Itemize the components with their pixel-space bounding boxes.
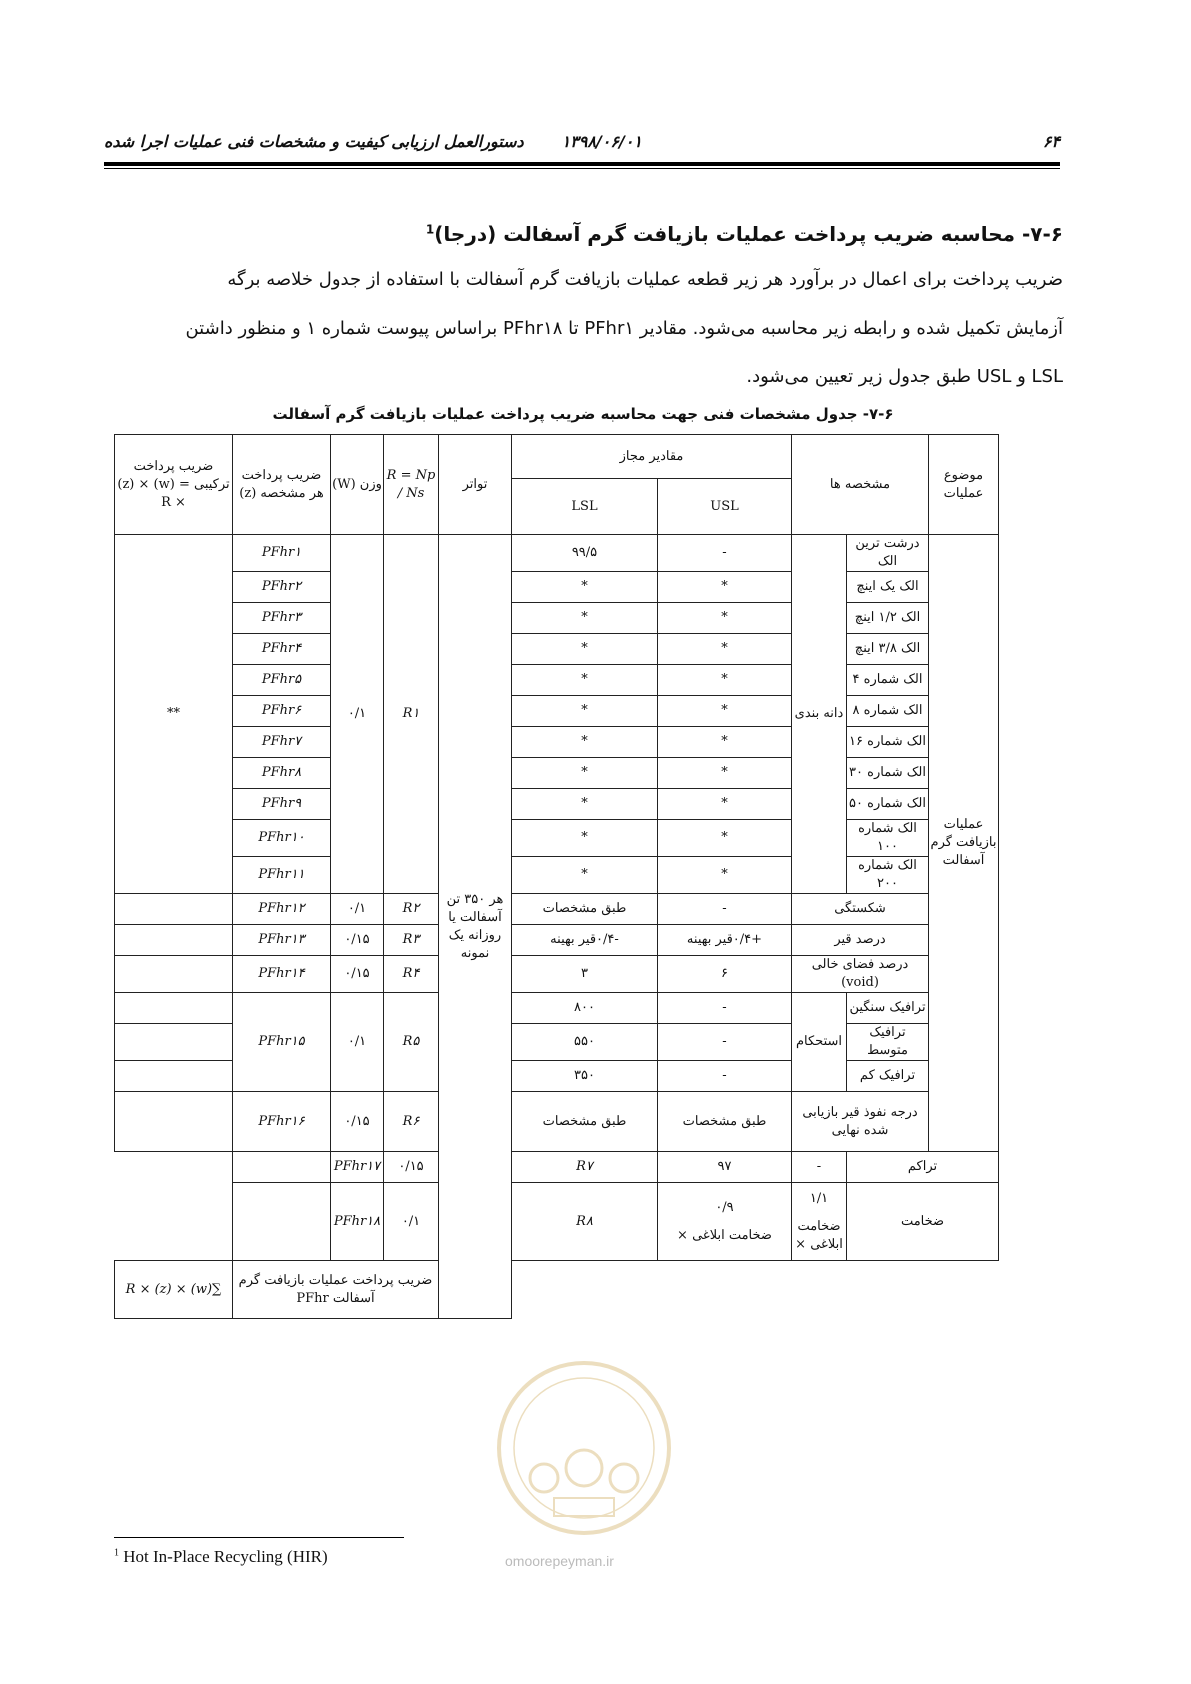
usl-cell: * bbox=[658, 820, 792, 857]
usl-cell: * bbox=[658, 572, 792, 603]
spec-cell: درصد قیر bbox=[792, 925, 929, 956]
lsl-cell: * bbox=[512, 696, 658, 727]
footnote-rule bbox=[114, 1537, 404, 1538]
pf-cell: PFhr۶ bbox=[233, 696, 331, 727]
pf-cell: PFhr۴ bbox=[233, 634, 331, 665]
spec-cell: تراکم bbox=[847, 1152, 999, 1183]
grading-r: R۱ bbox=[384, 535, 439, 894]
spec-cell: الک شماره ۸ bbox=[847, 696, 929, 727]
weight-cell: ۰/۱۵ bbox=[331, 1092, 384, 1152]
lsl-cell: ۵۵۰ bbox=[512, 1024, 658, 1061]
total-label: ضریب پرداخت عملیات بازیافت گرم آسفالت PFhr bbox=[233, 1261, 439, 1319]
blank bbox=[439, 1261, 999, 1319]
paragraph-line-1: ضریب پرداخت برای اعمال در برآورد هر زیر قطعه عملیات بازیافت گرم آسفالت با استفاده از جدول خلاصه برگه bbox=[227, 269, 1063, 290]
table-caption: ۷-۶- جدول مشخصات فنی جهت محاسبه ضریب پرداخت عملیات بازیافت گرم آسفالت bbox=[272, 405, 894, 423]
combined-cell bbox=[233, 1183, 331, 1261]
pf-cell: PFhr۱۵ bbox=[233, 993, 331, 1092]
header-rule-thin bbox=[104, 168, 1060, 169]
lsl-cell: -۰/۴قیر بهینه bbox=[512, 925, 658, 956]
combined-cell bbox=[115, 1024, 233, 1061]
watermark-logo bbox=[484, 1348, 684, 1548]
combined-star: ** bbox=[115, 535, 233, 894]
lsl-cell: * bbox=[512, 789, 658, 820]
lsl-cell: * bbox=[512, 727, 658, 758]
lsl-cell: ۹۹/۵ bbox=[512, 535, 658, 572]
pf-cell: PFhr۱۰ bbox=[233, 820, 331, 857]
r-cell: R۳ bbox=[384, 925, 439, 956]
spec-cell: ترافیک سنگین bbox=[847, 993, 929, 1024]
spec-cell: الک شماره ۲۰۰ bbox=[847, 857, 929, 894]
r-cell: R۷ bbox=[512, 1152, 658, 1183]
pf-cell: PFhr۲ bbox=[233, 572, 331, 603]
spec-cell: درصد فضای خالی (void) bbox=[792, 956, 929, 993]
spec-cell: الک شماره ۱۰۰ bbox=[847, 820, 929, 857]
spec-cell: الک شماره ۱۶ bbox=[847, 727, 929, 758]
r-cell: R۲ bbox=[384, 894, 439, 925]
weight-cell: ۰/۱ bbox=[384, 1183, 439, 1261]
hdr-operation: موضوع عملیات bbox=[929, 435, 999, 535]
usl-cell: * bbox=[658, 727, 792, 758]
lsl-cell: ۳۵۰ bbox=[512, 1061, 658, 1092]
spec-cell: الک شماره ۵۰ bbox=[847, 789, 929, 820]
combined-cell bbox=[115, 1092, 233, 1152]
hdr-pf-each: ضریب پرداخت هر مشخصه (z) bbox=[233, 435, 331, 535]
usl-cell: * bbox=[658, 634, 792, 665]
lsl-cell: ۹۷ bbox=[658, 1152, 792, 1183]
weight-cell: ۰/۱۵ bbox=[331, 956, 384, 993]
paragraph-line-2: آزمایش تکمیل شده و رابطه زیر محاسبه می‌شود. مقادیر PFhr۱ تا PFhr۱۸ براساس پیوست شماره ۱ و منظور داشتن bbox=[185, 318, 1063, 339]
usl-cell: - bbox=[658, 1024, 792, 1061]
weight-cell: ۰/۱۵ bbox=[331, 925, 384, 956]
lsl-cell: * bbox=[512, 857, 658, 894]
usl-cell: - bbox=[658, 894, 792, 925]
usl-cell: * bbox=[658, 789, 792, 820]
hdr-spec: مشخصه ها bbox=[792, 435, 929, 535]
spec-cell: شکستگی bbox=[792, 894, 929, 925]
pf-cell: PFhr۱۸ bbox=[331, 1183, 384, 1261]
spec-cell: الک شماره ۳۰ bbox=[847, 758, 929, 789]
hdr-pf-combined: ضریب پرداخت ترکیبی = (w) × (z) × R bbox=[115, 435, 233, 535]
header-date: ۱۳۹۸/۰۶/۰۱ bbox=[561, 132, 642, 151]
pf-cell: PFhr۱۴ bbox=[233, 956, 331, 993]
usl-cell: * bbox=[658, 603, 792, 634]
lsl-cell: طبق مشخصات bbox=[512, 1092, 658, 1152]
usl-cell: - bbox=[792, 1152, 847, 1183]
spec-cell: الک ۳/۸ اینچ bbox=[847, 634, 929, 665]
pf-cell: PFhr۱۲ bbox=[233, 894, 331, 925]
usl-cell: * bbox=[658, 857, 792, 894]
lsl-factor: ۰/۹ bbox=[715, 1199, 734, 1215]
combined-cell bbox=[115, 956, 233, 993]
footnote bbox=[114, 1547, 328, 1567]
combined-cell bbox=[115, 925, 233, 956]
frequency-cell: هر ۳۵۰ تن آسفالت یا روزانه یک نمونه bbox=[439, 535, 512, 1319]
paragraph-line-3: LSL و USL طبق جدول زیر تعیین می‌شود. bbox=[746, 366, 1063, 387]
combined-cell bbox=[233, 1152, 331, 1183]
pf-cell: PFhr۳ bbox=[233, 603, 331, 634]
hdr-frequency: تواتر bbox=[439, 435, 512, 535]
hdr-usl: USL bbox=[658, 479, 792, 535]
lsl-cell: ۸۰۰ bbox=[512, 993, 658, 1024]
spec-cell: الک یک اینچ bbox=[847, 572, 929, 603]
combined-cell bbox=[115, 894, 233, 925]
hdr-r-formula: R = Np / Ns bbox=[384, 435, 439, 535]
header-doc-title: دستورالعمل ارزیابی کیفیت و مشخصات فنی عملیات اجرا شده bbox=[104, 132, 524, 151]
lsl-cell: طبق مشخصات bbox=[512, 894, 658, 925]
operation-name: عملیات بازیافت گرم آسفالت bbox=[929, 535, 999, 1152]
usl-cell: * bbox=[658, 665, 792, 696]
header-rule-thick bbox=[104, 162, 1060, 166]
spec-cell: درجه نفوذ قیر بازیابی شده نهایی bbox=[792, 1092, 929, 1152]
usl-note: ضخامت ابلاغی × bbox=[795, 1218, 843, 1252]
spec-cell: ترافیک کم bbox=[847, 1061, 929, 1092]
section-title: ۷-۶- محاسبه ضریب پرداخت عملیات بازیافت گرم آسفالت (درجا)$^1$ bbox=[425, 222, 1063, 246]
lsl-cell: * bbox=[512, 603, 658, 634]
combined-cell bbox=[115, 1061, 233, 1092]
page-number: ۶۴ bbox=[1042, 132, 1060, 151]
weight-cell: ۰/۱ bbox=[331, 993, 384, 1092]
usl-cell: * bbox=[658, 696, 792, 727]
r-cell: R۴ bbox=[384, 956, 439, 993]
lsl-cell: * bbox=[512, 665, 658, 696]
spec-cell: ضخامت bbox=[847, 1183, 999, 1261]
grading-weight: ۰/۱ bbox=[331, 535, 384, 894]
pf-cell: PFhr۸ bbox=[233, 758, 331, 789]
total-formula: ∑(w) × (z) × R bbox=[115, 1261, 233, 1319]
pf-cell: PFhr۷ bbox=[233, 727, 331, 758]
weight-cell: ۰/۱۵ bbox=[384, 1152, 439, 1183]
spec-cell: درشت ترین الک bbox=[847, 535, 929, 572]
spec-cell: الک شماره ۴ bbox=[847, 665, 929, 696]
combined-cell bbox=[115, 993, 233, 1024]
pf-cell: PFhr۱ bbox=[233, 535, 331, 572]
hdr-weight: وزن (W) bbox=[331, 435, 384, 535]
usl-cell: - bbox=[658, 535, 792, 572]
lsl-cell: * bbox=[512, 820, 658, 857]
r-cell: R۶ bbox=[384, 1092, 439, 1152]
lsl-cell: * bbox=[512, 634, 658, 665]
usl-cell: طبق مشخصات bbox=[658, 1092, 792, 1152]
lsl-cell: ۳ bbox=[512, 956, 658, 993]
lsl-note: ضخامت ابلاغی × bbox=[677, 1227, 772, 1243]
watermark-url: omoorepeyman.ir bbox=[505, 1553, 614, 1569]
strength-group: استحکام bbox=[792, 993, 847, 1092]
hdr-lsl: LSL bbox=[512, 479, 658, 535]
hdr-limits: مقادیر مجاز bbox=[512, 435, 792, 479]
footnote-ref: 1 bbox=[425, 222, 435, 237]
pf-cell: PFhr۱۱ bbox=[233, 857, 331, 894]
pf-cell: PFhr۱۷ bbox=[331, 1152, 384, 1183]
page-header bbox=[104, 128, 1060, 160]
footnote-text: Hot In-Place Recycling (HIR) bbox=[123, 1547, 328, 1566]
lsl-cell: * bbox=[512, 572, 658, 603]
footnote-mark: 1 bbox=[114, 1547, 119, 1559]
usl-cell: ۶ bbox=[658, 956, 792, 993]
r-cell: R۸ bbox=[512, 1183, 658, 1261]
pf-cell: PFhr۹ bbox=[233, 789, 331, 820]
pf-cell: PFhr۵ bbox=[233, 665, 331, 696]
lsl-cell bbox=[658, 1183, 792, 1261]
spec-cell: الک ۱/۲ اینچ bbox=[847, 603, 929, 634]
pf-cell: PFhr۱۶ bbox=[233, 1092, 331, 1152]
r-cell: R۵ bbox=[384, 993, 439, 1092]
usl-cell bbox=[792, 1183, 847, 1261]
usl-cell: +۰/۴قیر بهینه bbox=[658, 925, 792, 956]
spec-cell: ترافیک متوسط bbox=[847, 1024, 929, 1061]
weight-cell: ۰/۱ bbox=[331, 894, 384, 925]
usl-cell: - bbox=[658, 993, 792, 1024]
lsl-cell: * bbox=[512, 758, 658, 789]
spec-table bbox=[114, 434, 999, 1319]
usl-factor: ۱/۱ bbox=[809, 1190, 829, 1206]
usl-cell: * bbox=[658, 758, 792, 789]
usl-cell: - bbox=[658, 1061, 792, 1092]
pf-cell: PFhr۱۳ bbox=[233, 925, 331, 956]
grading-group: دانه بندی bbox=[792, 535, 847, 894]
